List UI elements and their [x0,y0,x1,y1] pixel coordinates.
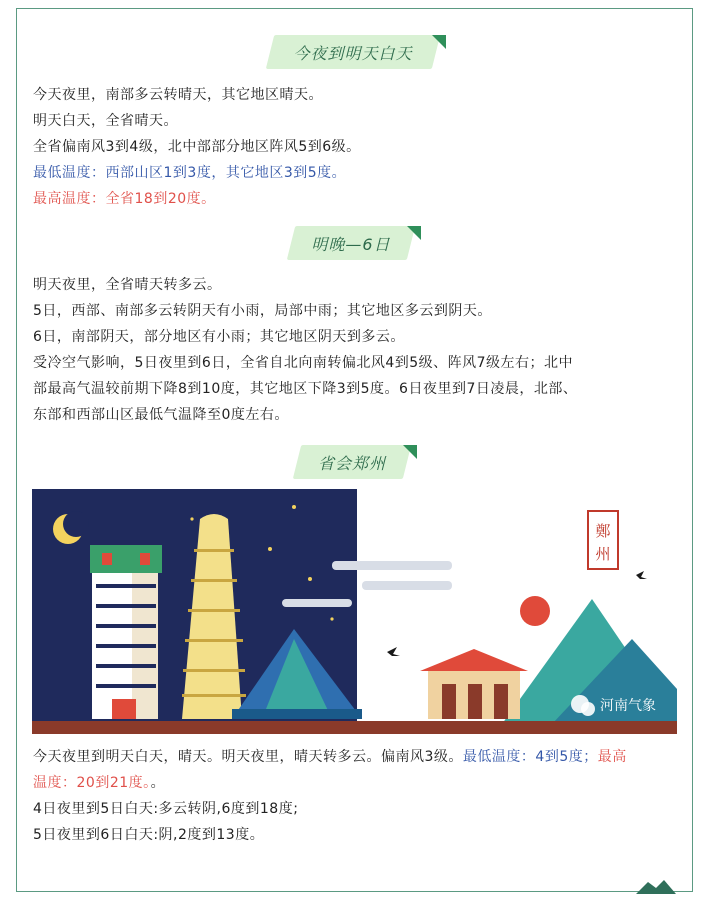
max-temp: 温度：20到21度。 [33,775,151,791]
min-temp: 最低温度：4到5度； [462,749,598,765]
line: 5日，西部、南部多云转阴天有小雨，局部中雨；其它地区多云到阴天。 [33,303,492,319]
seal-text-1: 鄭 [595,522,611,540]
section-2-text [33,272,678,428]
line: 全省偏南风3到4级，北中部部分地区阵风5到6级。 [33,139,361,155]
section-header-3 [297,445,407,479]
section-1-text [33,82,678,212]
section-header-1 [270,35,436,69]
min-temp-line: 最低温度：西部山区1到3度，其它地区3到5度。 [33,165,347,181]
sun-icon [520,596,550,626]
line: 4日夜里到5日白天:多云转阴,6度到18度; [33,801,299,817]
line: 受冷空气影响，5日夜里到6日，全省自北向南转偏北风4到5级、阵风7级左右；北中 [33,355,574,371]
period: 。 [150,775,166,791]
line: 明天白天，全省晴天。 [33,113,178,129]
seal-text-2: 州 [595,545,611,563]
corner-decoration [636,878,676,894]
line: 明天夜里，全省晴天转多云。 [33,277,222,293]
section-3-text [33,744,678,848]
section-title-3: 省会郑州 [317,453,386,473]
twin-tower [90,545,162,719]
line: 东部和西部山区最低气温降至0度左右。 [33,407,289,423]
watermark-text: 河南气象 [600,698,656,714]
forecast-text: 今天夜里到明天白天，晴天。明天夜里，晴天转多云。偏南风3级。 [33,749,463,765]
line: 今天夜里，南部多云转晴天，其它地区晴天。 [33,87,323,103]
line: 部最高气温较前期下降8到10度，其它地区下降3到5度。6日夜里到7日凌晨，北部、 [33,381,578,397]
zhengzhou-illustration [32,489,677,734]
section-header-2 [291,226,411,260]
line: 6日，南部阴天，部分地区有小雨；其它地区阴天到多云。 [33,329,405,345]
max-temp-label: 最高 [597,749,627,765]
line [33,770,678,796]
line [33,744,678,770]
section-title-1: 今夜到明天白天 [293,43,413,63]
section-title-2: 明晚—6日 [311,234,391,254]
line: 5日夜里到6日白天:阴,2度到13度。 [33,827,265,843]
max-temp-line: 最高温度：全省18到20度。 [33,191,216,207]
